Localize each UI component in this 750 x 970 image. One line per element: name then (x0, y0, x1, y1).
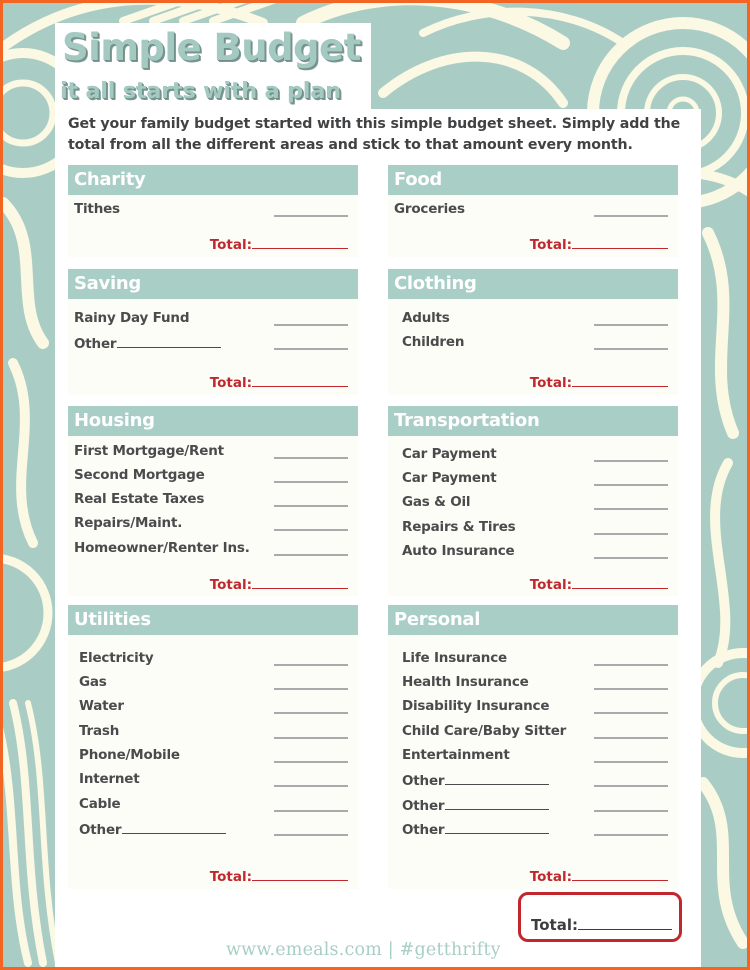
total-label: Total: (529, 375, 572, 391)
total-label: Total: (209, 577, 252, 593)
section-food (388, 165, 678, 257)
total-blank[interactable] (252, 575, 348, 589)
budget-line-item (68, 467, 358, 489)
total-label: Total: (529, 869, 572, 885)
section-total (530, 867, 668, 885)
total-blank[interactable] (252, 235, 348, 249)
budget-line-item (388, 494, 678, 516)
amount-blank[interactable] (274, 810, 348, 812)
item-label: First Mortgage/Rent (74, 443, 224, 459)
item-label: Car Payment (402, 470, 497, 486)
section-header: Transportation (388, 406, 678, 436)
budget-line-item (68, 796, 358, 818)
section-header: Saving (68, 269, 358, 299)
item-label: Auto Insurance (402, 543, 515, 559)
amount-blank[interactable] (594, 810, 668, 812)
amount-blank[interactable] (594, 664, 668, 666)
budget-line-item (388, 771, 678, 793)
total-label: Total: (209, 375, 252, 391)
amount-blank[interactable] (274, 554, 348, 556)
budget-line-item (68, 747, 358, 769)
item-label: Phone/Mobile (79, 747, 180, 763)
budget-line-item (388, 723, 678, 745)
item-label: Car Payment (402, 446, 497, 462)
page-title: Simple Budget (62, 26, 361, 69)
total-blank[interactable] (252, 373, 348, 387)
budget-line-item (68, 201, 358, 223)
total-label: Total: (529, 237, 572, 253)
item-label: Gas & Oil (402, 494, 471, 510)
budget-line-item (68, 674, 358, 696)
amount-blank[interactable] (274, 457, 348, 459)
item-label: Health Insurance (402, 674, 529, 690)
total-blank[interactable] (572, 235, 668, 249)
budget-line-item (388, 334, 678, 356)
item-label: Repairs & Tires (402, 519, 516, 535)
item-label: Repairs/Maint. (74, 515, 183, 531)
amount-blank[interactable] (594, 460, 668, 462)
item-label: Tithes (74, 201, 120, 217)
section-total (210, 575, 348, 593)
budget-line-item (68, 310, 358, 332)
item-label: Life Insurance (402, 650, 507, 666)
amount-blank[interactable] (594, 484, 668, 486)
item-label: Electricity (79, 650, 154, 666)
page-subtitle: it all starts with a plan (60, 78, 341, 104)
total-label: Total: (209, 237, 252, 253)
section-total (530, 575, 668, 593)
amount-blank[interactable] (594, 348, 668, 350)
budget-line-item (68, 540, 358, 562)
item-label: Entertainment (402, 747, 510, 763)
budget-line-item (388, 698, 678, 720)
amount-blank[interactable] (594, 688, 668, 690)
amount-blank[interactable] (274, 712, 348, 714)
section-personal (388, 605, 678, 889)
other-name-blank[interactable] (445, 771, 549, 785)
item-label: Children (402, 334, 465, 350)
item-label: Trash (79, 723, 120, 739)
budget-line-item (68, 443, 358, 465)
budget-line-item (68, 723, 358, 745)
section-utilities (68, 605, 358, 889)
amount-blank[interactable] (274, 348, 348, 350)
item-label: Internet (79, 771, 140, 787)
budget-line-item (388, 820, 678, 842)
amount-blank[interactable] (594, 557, 668, 559)
section-total (210, 373, 348, 391)
budget-line-item (388, 446, 678, 468)
budget-line-item (388, 519, 678, 541)
budget-line-item (68, 650, 358, 672)
item-label: Rainy Day Fund (74, 310, 190, 326)
section-clothing (388, 269, 678, 395)
amount-blank[interactable] (594, 761, 668, 763)
item-label: Cable (79, 796, 121, 812)
total-blank[interactable] (572, 373, 668, 387)
amount-blank[interactable] (594, 712, 668, 714)
section-housing (68, 406, 358, 596)
budget-line-item (388, 650, 678, 672)
amount-blank[interactable] (274, 529, 348, 531)
amount-blank[interactable] (594, 508, 668, 510)
grand-total-box (518, 892, 682, 942)
section-header: Charity (68, 165, 358, 195)
amount-blank[interactable] (274, 664, 348, 666)
budget-line-item (388, 796, 678, 818)
amount-blank[interactable] (274, 324, 348, 326)
budget-line-item (68, 515, 358, 537)
total-label: Total: (529, 577, 572, 593)
budget-line-item (68, 771, 358, 793)
item-label: Gas (79, 674, 107, 690)
item-label-other: Other (79, 820, 226, 838)
item-label-other: Other (402, 771, 549, 789)
amount-blank[interactable] (274, 688, 348, 690)
amount-blank[interactable] (594, 785, 668, 787)
item-label: Second Mortgage (74, 467, 205, 483)
other-name-blank[interactable] (117, 334, 221, 348)
section-header: Personal (388, 605, 678, 635)
item-label: Disability Insurance (402, 698, 550, 714)
total-blank[interactable] (572, 867, 668, 881)
amount-blank[interactable] (274, 481, 348, 483)
amount-blank[interactable] (274, 737, 348, 739)
section-charity (68, 165, 358, 257)
budget-line-item (68, 334, 358, 356)
amount-blank[interactable] (274, 505, 348, 507)
budget-line-item (68, 491, 358, 513)
amount-blank[interactable] (274, 215, 348, 217)
item-label: Adults (402, 310, 450, 326)
amount-blank[interactable] (274, 761, 348, 763)
section-transportation (388, 406, 678, 596)
amount-blank[interactable] (274, 785, 348, 787)
total-blank[interactable] (252, 867, 348, 881)
item-label: Groceries (394, 201, 465, 217)
budget-line-item (388, 310, 678, 332)
item-label-other: Other (402, 796, 549, 814)
section-total (530, 373, 668, 391)
total-blank[interactable] (572, 575, 668, 589)
amount-blank[interactable] (594, 533, 668, 535)
section-total (210, 235, 348, 253)
section-header: Food (388, 165, 678, 195)
footer-link: www.emeals.com | #getthrifty (226, 940, 501, 960)
section-saving (68, 269, 358, 395)
budget-line-item (68, 820, 358, 842)
budget-line-item (68, 698, 358, 720)
grand-total-label: Total: (531, 916, 578, 934)
item-label-other: Other (402, 820, 549, 838)
section-header: Clothing (388, 269, 678, 299)
amount-blank[interactable] (594, 324, 668, 326)
budget-line-item (388, 543, 678, 565)
other-name-blank[interactable] (445, 820, 549, 834)
grand-total (531, 915, 672, 934)
amount-blank[interactable] (274, 834, 348, 836)
section-header: Housing (68, 406, 358, 436)
item-label: Water (79, 698, 124, 714)
budget-line-item (388, 470, 678, 492)
intro-text: Get your family budget started with this simple budget sheet. Simply add the total from all the different areas and stick to that amount every month. (68, 116, 681, 153)
budget-line-item (388, 747, 678, 769)
grand-total-blank[interactable] (578, 915, 672, 930)
amount-blank[interactable] (594, 215, 668, 217)
budget-line-item (388, 201, 678, 223)
budget-line-item (388, 674, 678, 696)
section-header: Utilities (68, 605, 358, 635)
other-name-blank[interactable] (122, 820, 226, 834)
item-label: Homeowner/Renter Ins. (74, 540, 250, 556)
section-total (210, 867, 348, 885)
section-total (530, 235, 668, 253)
amount-blank[interactable] (594, 834, 668, 836)
other-name-blank[interactable] (445, 796, 549, 810)
item-label: Real Estate Taxes (74, 491, 205, 507)
item-label-other: Other (74, 334, 221, 352)
total-label: Total: (209, 869, 252, 885)
amount-blank[interactable] (594, 737, 668, 739)
item-label: Child Care/Baby Sitter (402, 723, 567, 739)
